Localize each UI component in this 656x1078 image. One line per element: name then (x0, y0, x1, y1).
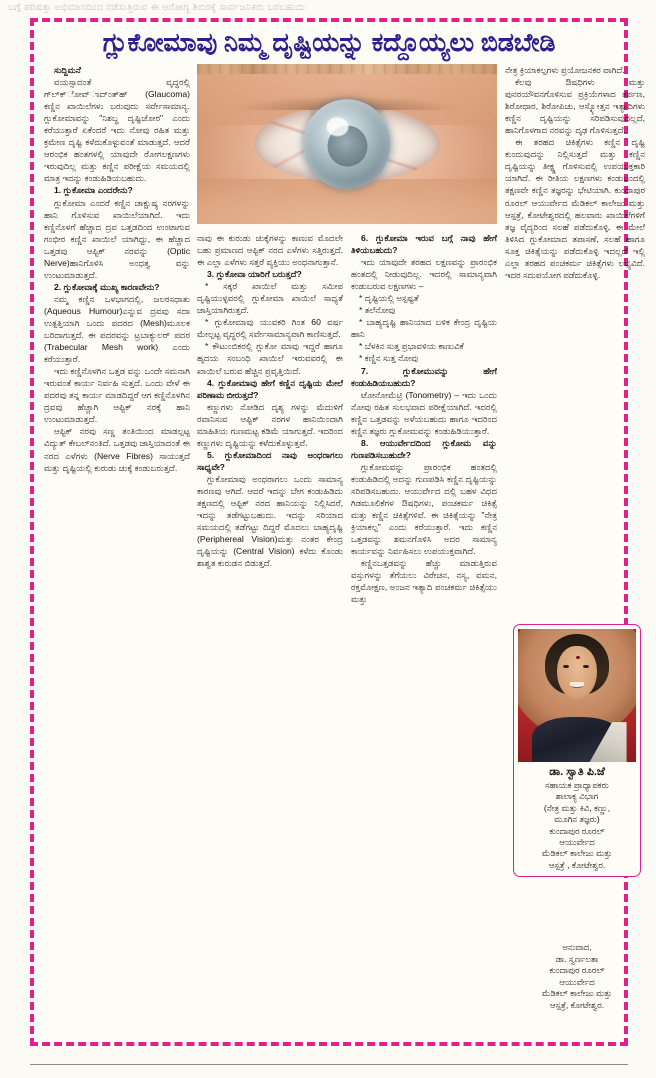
bullet-item: * ದೃಷ್ಟಿಯಲ್ಲಿ ಅಸ್ಪಷ್ಟತೆ (359, 293, 419, 304)
body-paragraph: ಇದು ಕಣ್ಣಿನೊಳಗಿನ ಒತ್ತಡ ವನ್ನು ಒಂದೇ ಸಮನಾಗಿ ಇರುವಂತೆ ಕಾರ್ಯ ನಿರ್ವಹಿ ಸುತ್ತದೆ. ಒಂದು ವೇಳೆ ಈ ಪದರವು ತನ್ನ ಕಾರ್ಯ ಮಾಡದಿದ್ದರೆ ಆಗ ಕಣ್ಣಿನೊಳಗಿನ ದ್ರವವು ಹೆಚ್ಚಾಗಿ ಆಪ್ಟಿಕ್ ನರಕ್ಕೆ ಹಾನಿ ಉಂಟುಮಾಡುತ್ತದೆ. (44, 366, 190, 425)
question-heading: 7. ಗ್ಲುಕೋಮುವನ್ನು ಹೇಗೆ ಕಂಡುಹಿಡಿಯಬಹುದು? (351, 365, 497, 388)
clouded-cornea (304, 99, 391, 189)
bottom-divider (30, 1064, 628, 1065)
bullet-item: * ತಲೆನೋವು (359, 305, 396, 316)
page-title: ಗ್ಲುಕೋಮಾವು ನಿಮ್ಮ ದೃಷ್ಟಿಯನ್ನು ಕದ್ದೊಯ್ಯಲು ಬಿಡಬೇಡಿ (102, 29, 556, 57)
section-kicker: ಸುದ್ದಿಮನೆ (54, 65, 81, 75)
body-paragraph: ನಾವು ಈ ಕುರುಡು ಚುಕ್ಕೆಗಳನ್ನು ಕಾಣುವ ಮೊದಲೇ ಬಹು ಪ್ರಮಾಣದ ಆಪ್ಟಿಕ್ ನರದ ಎಳೆಗಳು ಸತ್ತಿರುತ್ತದೆ. ಈ ಎಲ್ಲಾ ಎಳೆಗಳು ಸತ್ತರೆ ವ್ಯಕ್ತಿಯು ಅಂಧನಾಗುತ್ತಾನೆ. (197, 233, 343, 268)
question-heading: 4. ಗ್ಲುಕೋಮಾವು ಹೇಗೆ ಕಣ್ಣಿನ ದೃಷ್ಟಿಯ ಮೇಲೆ ಪರಿಣಾಮ ಬೀರುತ್ತದೆ? (197, 377, 343, 400)
body-paragraph: ಗ್ಲುಕೋಮವನ್ನು ಪ್ರಾರಂಭಿಕ ಹಂತದಲ್ಲಿ ಕಂಡುಹಿಡಿದಲ್ಲಿ ಅದನ್ನು ಗುಣಪಡಿಸಿ ಕಣ್ಣಿನ ದೃಷ್ಟಿಯನ್ನು ಸರಿಪಡಿಸಬಹುದು. ಆಯುರ್ವೇದ ದಲ್ಲಿ ಬಹಳ ವಿಧದ ಗಿಡಮೂಲಿಕೆಗಳ ಔಷಧಿಗಳು, ಪಂಚಕರ್ಮ ಚಿಕಿತ್ಸೆ ಮತ್ತು ಕಣ್ಣಿನ ಚಿಕಿತ್ಸೆಗಳಿವೆ. ಈ ಚಿಕಿತ್ಸೆಯನ್ನು "ನೇತ್ರ ಕ್ರಿಯಾಕಲ್ಪ" ಎಂದು ಕರೆಯುತ್ತಾರೆ. ಇದು ಕಣ್ಣಿನ ಒತ್ತಡವನ್ನು ಶಮನಗೊಳಿಸಿ ಅದರ ಸಾಮಾನ್ಯ ಕಾರ್ಯವನ್ನು ನಿರ್ವಹಿಸಲು ಉಪಯುಕ್ತವಾಗಿದೆ. (351, 461, 497, 557)
question-heading: 2. ಗ್ಲುಕೋವಾಕ್ಕೆ ಮುಖ್ಯ ಕಾರಣವೇನು? (54, 281, 160, 292)
body-paragraph: ವಯಸ್ಸಾದಂತೆ ವೃದ್ಧರಲ್ಲಿ ಗ್‌ಲ್‌ಕ್‌ೋ‌ವ್‌ಾ‌ದ್‌ಂತ್‌ಹ್‌ (Glaucoma) ಕಣ್ಣಿನ ಖಾಯಿಲೆಗಳು ಬರುವುದು ಸರ್ವೇಸಾಮಾನ್ಯ. ಗ್ಲುಕೋಮಾವನ್ನು "ನಿಶಬ್ಧ ದೃಷ್ಟಿಚೋರ" ಎಂದು ಕರೆಯುತ್ತಾರೆ ಏಕೆಂದರೆ ಇದು ನೋವು ರಹಿತ ಮತ್ತು ಕ್ರಮೇಣ ದೃಷ್ಟಿ ಕಳೆದುಕೊಳ್ಳುವಂತೆ ಮಾಡುತ್ತದೆ. ಆದರೆ ಆರಂಭಿಕ ಹಂತಗಳಲ್ಲಿ ಯಾವುದೇ ರೋಗಲಕ್ಷಣಗಳು ಇರುವುದಿಲ್ಲ ಮತ್ತು ಕಣ್ಣಿನ ಪರೀಕ್ಷೆಯ ಸಮಯದಲ್ಲಿ ಮಾತ್ರ ಇದನ್ನು ಕಂಡುಹಿಡಿಯಬಹುದು. (44, 77, 190, 184)
author-name: ಡಾ. ಸ್ವಾತಿ ಪಿ.ಜೆ (549, 766, 605, 778)
author-affiliation-line: ಮೂಗಿನ ತಜ್ಞರು) (554, 814, 600, 825)
translator-name: ಡಾ. ಸ್ವರ್ಣಲತಾ (555, 953, 599, 964)
author-affiliation-line: ಸಹಾಯಕ ಪ್ರಾಧ್ಯಾಪಕರು (545, 780, 609, 790)
question-heading: 8. ಆಯುರ್ವೇದದಿಂದ ಗ್ಲುಕೋಮ ವನ್ನು ಗುಣಪಡಿಸಬುಹುದೇ? (351, 437, 497, 460)
author-affiliation-line: ಆಸ್ಪತ್ರೆ , ಕೋಟೇಶ್ವರ. (548, 859, 606, 870)
article-column-2 (197, 232, 343, 569)
body-paragraph: ನೇತ್ರ ಕ್ರಿಯಾಕಲ್ಪಗಳು ಪ್ರಯೋಜನಕರ ವಾಗಿದೆ. (505, 65, 625, 75)
body-paragraph: ಗ್ಲುಕೋಮಾವು ಅಂಧರಾಗಲು ಒಂದು ಸಾಮಾನ್ಯ ಕಾರಣವು ಆಗಿದೆ. ಆದರೆ ಇದನ್ನು ಬೇಗ ಕಂಡುಹಿಡಿದು ತಕ್ಷಣದಲ್ಲಿ ಆಪ್ಟಿಕ್ ನರದ ಹಾನಿಯನ್ನು ನಿಲ್ಲಿಸಿದರೆ, ಇದನ್ನು ತಡೆಗಟ್ಟುಬಹುದು. ಇದನ್ನು ಸರಿಯಾದ ಸಮಯದಲ್ಲಿ ತಡೆಗಟ್ಟು ದಿದ್ದರೆ ಮೊದಲು ಬಾಹ್ಯದೃಷ್ಟಿ (Periphereal Vision)ಮತ್ತು ನಂತರ ಕೇಂದ್ರ ದೃಷ್ಟಿಯನ್ನು (Central Vision) ಕಳೆದು ಕೊಂಡು ಶಾಶ್ವತ ಕುರುಡನ ಬಿಡುತ್ತದೆ. (197, 473, 343, 569)
bindi (576, 656, 580, 659)
author-affiliation-line: ಮೆಡಿಕಲ್ ಕಾಲೇಜು ಮತ್ತು (541, 848, 613, 859)
body-paragraph: ನಮ್ಮ ಕಣ್ಣಿನ ಒಳಭಾಗದಲ್ಲಿ, ಜಲರಸಧಾತು (Aqueous Humour)ಎನ್ನುವ ದ್ರವವು ಸದಾ ಉತ್ಪತ್ತಿಯಾಗಿ ಒಂದು ಪದರದ (Mesh)ಮೂಲಕ ಬರಿದಾಗುತ್ತದೆ. ಈ ಪದರವನ್ನು ಟ್ರಬಾಕ್ಯುಲರ್ ಪದರ (Trabecular Mesh work) ಎಂದು ಕರೆಯುತ್ತಾರೆ. (44, 293, 190, 365)
author-affiliation-line: ಕುಂದಾಪುರ ರೂರಲ್ (549, 825, 605, 836)
body-paragraph: ಕೆಲವು ಔಷಧಿಗಳು ಮತ್ತು ಪುನರಯೌವನಗೊಳಿಸುವ ಪ್ರಕ್ರಿಯೆಗಳಾದ ತರ್ಪಣ, ಶಿರೋಧಾರ, ಶಿರೋಪಿಚು, ಆಸ್ಕ್ಯೋತ್ತನ ಇತ್ಯಾದಿಗಳು ಕಣ್ಣಿನ ದೃಷ್ಟಿಯನ್ನು ಸರಿಪಡಿಸುವುದಲ್ಲದೆ, ಹಾನಿಗೊಳಗಾದ ನರವನ್ನು ದೃಢ ಗೊಳಿಸುತ್ತದೆ. (505, 77, 645, 136)
body-paragraph: ಗ್ಲುಕೋಮಾ ಎಂದರೆ ಕಣ್ಣಿನ ಚಾಕ್ಷುಷ್ಯ ನರಗಳನ್ನು ಹಾನಿ ಗೊಳಿಸುವ ಖಾಯಿಲೆಯಾಗಿದೆ. ಇದು ಕಣ್ಣಿನೊಳಗೆ ಹೆಚ್ಚಾದ ದ್ರವ ಒತ್ತಡದಿಂದ ಉಂಟಾಗುವ ಗಂಭೀರ ಕಣ್ಣಿನ ಖಾಯಿಲೆ ಯಾಗಿದ್ದು, ಈ ಹೆಚ್ಚಾದ ಒತ್ತಡವು ಆಪ್ಟಿಕ್ ನರವನ್ನು (Optic Nerve)ಹಾನಿಗೊಳಿಸಿ ಅಂಧತ್ವ ವನ್ನು ಉಂಟುಮಾಡುತ್ತದೆ. (44, 197, 190, 280)
author-affiliation-line: ಶಾಲಾಕ್ಯ ವಿಭಾಗ (555, 791, 599, 802)
bullet-item: * ಕಣ್ಣಿನ ಸುತ್ತ ನೋವು (359, 353, 419, 364)
body-paragraph: ಈ ತರಹದ ಚಿಕಿತ್ಸೆಗಳು ಕಣ್ಣಿನ ದೃಷ್ಟಿ ಕುಂದುವುದನ್ನು ನಿಲ್ಲಿಸುತ್ತದೆ ಮತ್ತು ಕಣ್ಣಿನ ದೃಷ್ಟಿಯನ್ನು ತೀಕ್ಷ್ಣ ಗೊಳಿಸುವಲ್ಲಿ ಉಪಯುಕ್ತಕಾರಿ ಯಾಗಿದೆ. ಈ ರೀತಿಯ ಲಕ್ಷಣಗಳು ಕಂಡುಬಂದಲ್ಲಿ ತಕ್ಷಣವೇ ಕಣ್ಣಿನ ತಜ್ಞರನ್ನು ಭೇಟಿಯಾಗಿ. ಕುಂದಾಪುರ ರೂರಲ್ ಆಯುರ್ವೇದ ಮೆಡಿಕಲ್ ಕಾಲೇಜು ಮತ್ತು ಆಸ್ಪತ್ರೆ, ಕೋಟೇಶ್ವರದಲ್ಲಿ ಹಲವಾರು ಖಾಯಿಲೆಗಳಿಗೆ ತಜ್ಞ ವೈದ್ಯರಿಂದ ಸಲಹೆ ಪಡೆದುಕೊಳ್ಳಿ. ಈ ಮೇಲೆ ತಿಳಿಸಿದ ಗ್ಲುಕೋಮಾದ ತಪಾಸಣೆ, ಸಲಹೆ ಹಾಗೂ ಸೂಕ್ತ ಚಿಕಿತ್ಸೆಯನ್ನು ಪಡೆದುಕೊಳ್ಳಿ ಇದಲ್ಲದೆ ಇಲ್ಲಿ ಎಲ್ಲಾ ತರಹದ ಪಂಚಕರ್ಮ ಚಿಕಿತ್ಸೆಗಳು ಲಭ್ಯವಿದೆ. ಇದರ ಸದುಪಯೋಗ ಪಡೆದುಕೊಳ್ಳಿ. (505, 137, 645, 280)
doctor-smile (570, 682, 584, 687)
author-affiliation-line: (ನೇತ್ರ ಮತ್ತು ಕಿವಿ, ಕಣ್ಣು, (543, 802, 611, 813)
article-column-3 (351, 232, 497, 605)
author-photo-box (513, 624, 641, 877)
translator-credit (509, 942, 645, 1012)
bullet-item: * ಬಾಹ್ಯದೃಷ್ಟಿ ಹಾನಿಯಾದ ಬಳಿಕ ಕೇಂದ್ರ ದೃಷ್ಟಿಯ ಹಾನಿ (351, 317, 497, 340)
body-paragraph: ಕಣ್ಣಿನಒತ್ತಡವನ್ನು ಹೆಚ್ಚು ಮಾಡುತ್ತಿರುವ ವಸ್ತುಗಳನ್ನು ತೆಗೆಯಲು ವಿರೇಚನ, ನಸ್ಯ, ವಮನ, ರಕ್ತಮೋಕ್ಷಣ, ಅಂಜನ ಇತ್ಯಾದಿ ಪಂಚಕರ್ಮ ಚಿಕಿತ್ಸೆಯು ಮತ್ತು (351, 558, 497, 605)
question-heading: 1. ಗ್ಲುಕೋಮಾ ಎಂದರೇನು? (54, 185, 133, 196)
translator-affiliation-line: ಆಸ್ಪತ್ರೆ, ಕೋಟೇಶ್ವರ. (549, 999, 605, 1010)
eye-with-glaucoma-photo (197, 64, 497, 224)
body-paragraph: ಟೋನೋಮೆಟ್ರಿ (Tonometry) – ಇದು ಒಂದು ನೋವು ರಹಿತ ಸುಲಭವಾದ ಪರೀಕ್ಷೆಯಾಗಿದೆ. ಇದರಲ್ಲಿ ಕಣ್ಣಿನ ಒತ್ತಡವನ್ನು ಅಳೆಯಬಹುದು ಹಾಗೂ ಇದರಿಂದ ಕಣ್ಣಿನ ತಜ್ಞರು ಗ್ಲುಕೋಮವನ್ನು ಕಂಡುಹಿಡಿಯುತ್ತಾರೆ. (351, 389, 497, 436)
bullet-item: * ಕೌಟುಂಬಿಕರಲ್ಲಿ ಗ್ಲುಕೋ ಮಾವು ಇದ್ದರೆ ಹಾಗೂ ಹೃದಯ ಸಂಬಂಧಿ ಖಾಯಿಲೆ ಇರುವವರಲ್ಲಿ ಈ ಖಾಯಿಲೆ ಬರುವ ಹೆಚ್ಚಿನ ಪ್ರವೃತ್ತಿಯಿದೆ. (197, 341, 343, 376)
bullet-item: * ಸಕ್ಕರೆ ಖಾಯಿಲೆ ಮತ್ತು ಸಮೀಪ ದೃಷ್ಟಿಯುಳ್ಳವರಲ್ಲಿ ಗ್ಲುಕೋಮಾ ಖಾಯಿಲೆ ಸಾಧ್ಯತೆ ಜಾಸ್ತಿಯಾಗಿರುತ್ತದೆ. (197, 281, 343, 316)
bullet-item: * ಗ್ಲುಕೋಮಾವು ಯುವಕರಿ ಗಿಂತ 60 ವರ್ಷ ಮೇಲ್ಪಟ್ಟ ವೃದ್ಧರಲ್ಲಿ ಸರ್ವೇಸಾಮಾನ್ಯವಾಗಿ ಕಾಣಿಸುತ್ತದೆ. (197, 317, 343, 340)
bleed-through-text: ಬಗ್ಗೆ ಪರಿಷತ್ತು ಅಭಿಮಾನದಿಂದ ನಡೆಸುತ್ತಿರುವ ಈ ಆರೋಗ್ಯ ಶಿಬಿರಕ್ಕೆ ಸಾರ್ವಜನಿಕರು ಬರಬಹುದು (8, 2, 306, 13)
light-reflection (326, 117, 349, 136)
bullet-item: * ಬೆಳಕಿನ ಸುತ್ತ ಪ್ರಭಾವಳಿಯ ಕಾಣುವಿಕೆ (359, 341, 464, 352)
author-affiliation-line: ಆಯುರ್ವೇದ (559, 837, 595, 848)
question-heading: 3. ಗ್ಲುಕೋವಾ ಯಾರಿಗೆ ಬರುತ್ತದೆ? (207, 269, 302, 280)
body-paragraph: ಇದು ಯಾವುದೇ ತರಹದ ಲಕ್ಷಣವನ್ನು ಪ್ರಾರಂಭಿಕ ಹಂತದಲ್ಲಿ ನೀಡುವುದಿಲ್ಲ. ಇದರಲ್ಲಿ ಸಾಮಾನ್ಯವಾಗಿ ಕಂಡುಬರುವ ಲಕ್ಷಣಗಳು – (351, 257, 497, 292)
question-heading: 5. ಗ್ಲುಕೋಮಾದಿಂದ ನಾವು ಅಂಧರಾಗಲು ಸಾಧ್ಯವೇ? (197, 449, 343, 472)
translator-affiliation-line: ಮೆಡಿಕಲ್ ಕಾಲೇಜು ಮತ್ತು (541, 988, 613, 999)
translator-affiliation-line: ಕುಂದಾಪುರ ರೂರಲ್ (549, 965, 605, 976)
article-column-1 (44, 64, 190, 474)
body-paragraph: ಕಣ್ಣುಗಳು ನೋಡಿದ ದೃಶ್ಯ ಗಳನ್ನು ಮೆದುಳಿಗೆ ರವಾನಿಸುವ ಆಪ್ಟಿಕ್ ನರಗಳ ಹಾನಿಯಿಂದಾಗಿ ಮಾಹಿತಿಯ ಗುಣಮಟ್ಟ ಕಡಿಮೆ ಯಾಗುತ್ತದೆ. ಇದರಿಂದ ಕಣ್ಣುಗಳು ದೃಷ್ಟಿಯನ್ನು ಕಳೆದುಕೊಳ್ಳುತ್ತವೆ. (197, 401, 343, 448)
body-paragraph: ಆಪ್ಟಿಕ್ ನರವು ಸಣ್ಣ ತಂತಿಯಿಂದ ಮಾಡಲ್ಪಟ್ಟ ವಿದ್ಯುತ್ ಕೇಬಲ್‌ನಂತಿದೆ. ಒತ್ತಡವು ಜಾಸ್ತಿಯಾದಂತೆ ಈ ನರದ ಎಳೆಗಳು (Nerve Fibres) ಸಾಯುತ್ತದೆ ಮತ್ತು ದೃಷ್ಟಿಯಲ್ಲಿ ಕುರುಡು ಚುಕ್ಕೆ ಕಂಡುಬರುತ್ತದೆ. (44, 426, 190, 473)
doctor-portrait-photo (518, 629, 636, 762)
article-column-4 (505, 64, 645, 281)
author-affiliation (518, 780, 636, 871)
translator-affiliation-line: ಆಯುರ್ವೇದ (559, 976, 595, 987)
translator-affiliation (509, 965, 645, 1011)
question-heading: 6. ಗ್ಲುಕೋಮಾ ಇರುವ ಬಗ್ಗೆ ನಾವು ಹೇಗೆ ತಿಳಿಯಬಹುದು? (351, 233, 497, 256)
translator-label: ಅನುವಾದ, (562, 942, 592, 952)
